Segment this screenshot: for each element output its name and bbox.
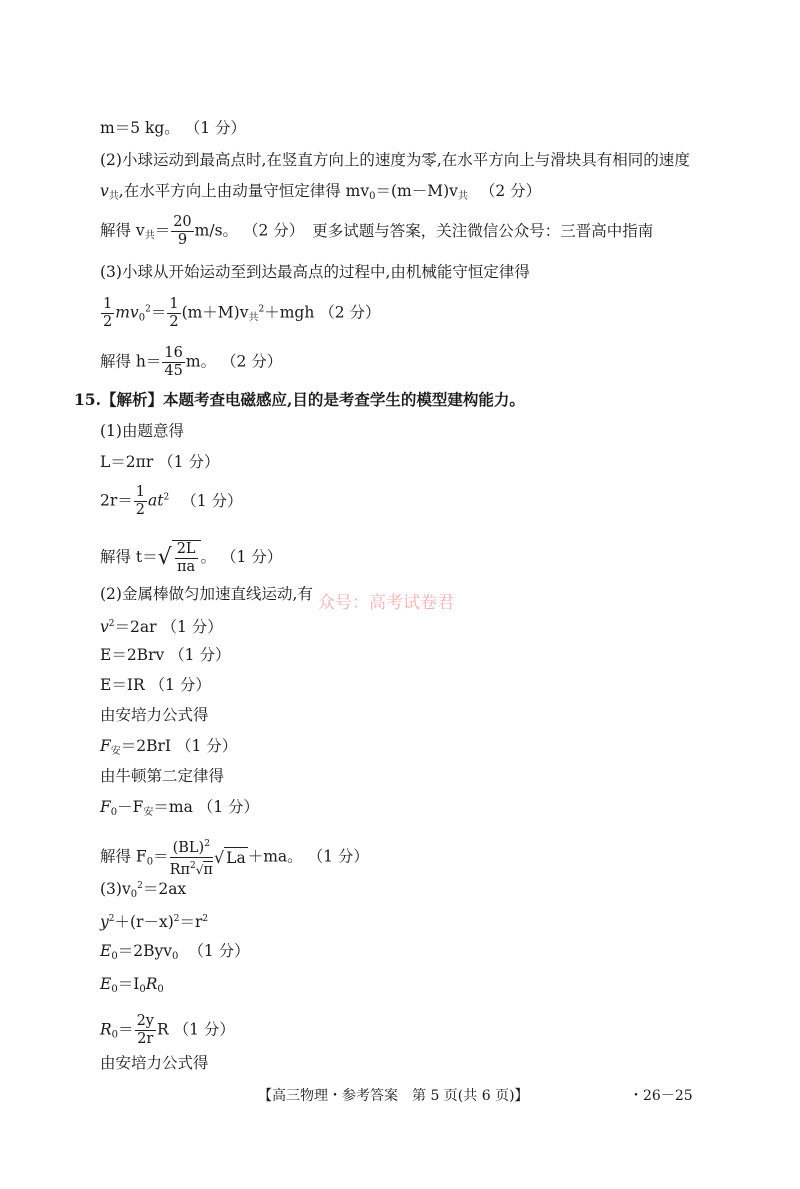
line-circumference: L＝2πr （1 分） <box>100 453 220 471</box>
line-energy-equation: $\frac{1}{2}$ $mv_0^2=$ $\frac{1}{2}$ $(m+M)v_共^2+mgh$ （2 分） <box>103 296 381 330</box>
line-newton-equation: $F_0-F_安=ma$ （1 分） <box>100 798 260 818</box>
line-ampere-force-intro-2: 由安培力公式得 <box>100 1054 209 1072</box>
line-ohm0: $E_0=I_0R_0$ <box>100 975 164 995</box>
line-momentum-equation: $v_共$,在水平方向上由动量守恒定律得 $mv_0=(m-M)v_共$ （2 分） <box>100 182 542 202</box>
line-mass-result: m＝5 kg。 （1 分） <box>100 119 247 137</box>
line-kinematics: 2r＝ $\frac{1}{2}$ $at^2$ （1 分） <box>100 484 243 518</box>
fraction: $\frac{2L}{\pi a}$ <box>176 541 196 575</box>
line-force-result: 解得 $F_0=$ $\frac{(BL)^2}{R\pi^2√\pi}$ √ La ＋ma。 （1 分） <box>100 836 369 879</box>
line-velocity-result: 解得 $v_共=$ $\frac{20}{9}$ m/s。 （2 分） 更多试题与答案，关注微信公众号：三晋高中指南 <box>100 214 654 248</box>
fraction: $\frac{2y}{2r}$ <box>136 1013 154 1047</box>
line-part2-intro: (2)小球运动到最高点时,在竖直方向上的速度为零,在水平方向上与滑块具有相同的速度 <box>100 151 690 169</box>
fraction: $\frac{20}{9}$ <box>173 214 192 248</box>
page-footer: 【高三物理・参考答案 第 5 页(共 6 页)】 <box>258 1088 529 1104</box>
line-height-result: 解得 h＝ $\frac{16}{45}$ m。 （2 分） <box>100 345 283 379</box>
square-root: √ $\frac{2L}{\pi a}$ <box>158 540 201 576</box>
line-emf0: $E_0=2Byv_0$ （1 分） <box>100 942 250 962</box>
line-part3-kinematics: $(3)v_0^2=2ax$ <box>100 880 187 900</box>
fraction: $\frac{1}{2}$ <box>103 296 113 330</box>
line-time-result: 解得 t＝√ $\frac{2L}{\pi a}$ 。 （1 分） <box>100 541 283 575</box>
line-part2-uniform-accel: (2)金属棒做匀加速直线运动,有 <box>100 585 313 603</box>
line-part3-intro: (3)小球从开始运动至到达最高点的过程中,由机械能守恒定律得 <box>100 263 530 281</box>
fraction: $\frac{1}{2}$ <box>169 296 179 330</box>
line-emf: E＝2Brv （1 分） <box>100 646 231 664</box>
square-root: √ La <box>213 847 246 868</box>
page-code: ・26－25 <box>629 1088 693 1104</box>
fraction: $\frac{(BL)^2}{R\pi^2√\pi}$ <box>170 836 213 879</box>
line-circle-equation: $y^2+(r-x)^2=r^2$ <box>100 913 209 931</box>
line-ohm-law: E＝IR （1 分） <box>100 676 211 694</box>
line-velocity-squared: $v^2=2ar$ （1 分） <box>100 618 223 636</box>
watermark: 众号：高考试卷君 <box>318 593 454 613</box>
line-ampere-force: $F_安=2BrI$ （1 分） <box>100 737 238 757</box>
line-part1-intro: (1)由题意得 <box>100 422 184 440</box>
line-ampere-force-intro: 由安培力公式得 <box>100 706 209 724</box>
line-newton-intro: 由牛顿第二定律得 <box>100 767 225 785</box>
fraction: $\frac{16}{45}$ <box>164 345 183 379</box>
question-15-heading: 15.【解析】本题考查电磁感应,目的是考查学生的模型建构能力。 <box>74 390 525 409</box>
fraction: $\frac{1}{2}$ <box>135 484 146 518</box>
line-resistance: $R_0=$ $\frac{2y}{2r}$ R （1 分） <box>100 1013 235 1047</box>
